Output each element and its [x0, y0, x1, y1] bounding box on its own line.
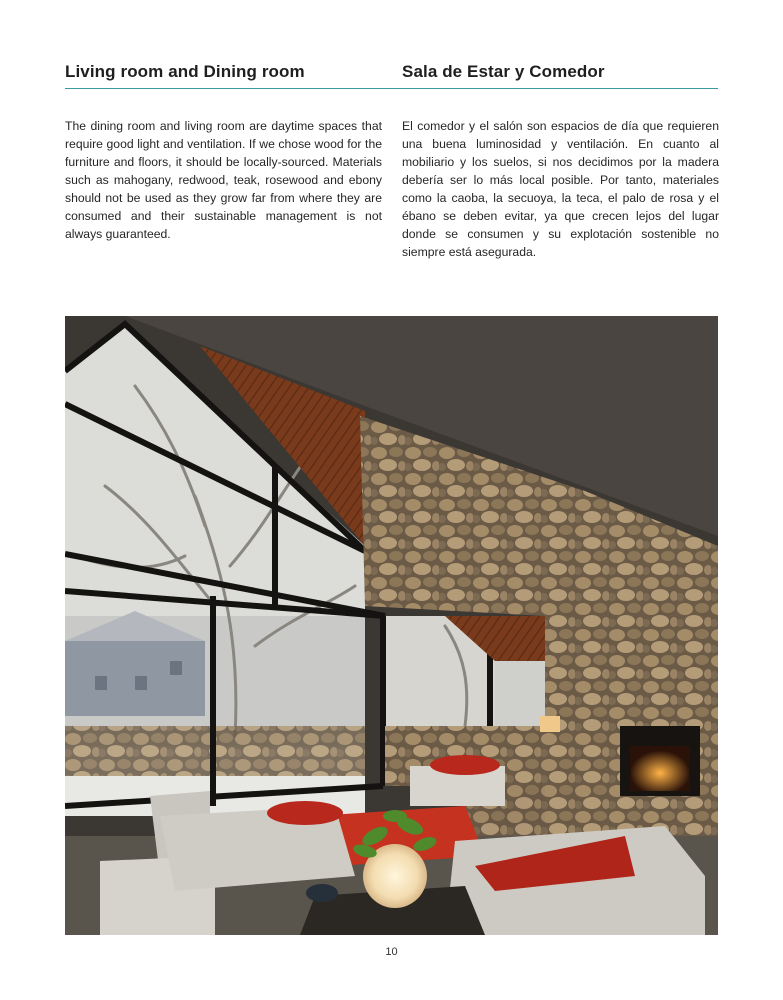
- body-paragraph-english: The dining room and living room are daytime spaces that require good light and ventilation. If we chose wood for the furniture and floors, it should be locally-sourced. Materials such as mahogany, redwood, teak, rosewood and ebony should not be used as they grow far from where they are consumed and their sustainable management is not always guaranteed.: [65, 119, 382, 241]
- section-heading-spanish: Sala de Estar y Comedor: [402, 62, 605, 81]
- living-room-photo: [65, 316, 718, 935]
- heading-divider-rule: [65, 88, 718, 89]
- section-heading-english: Living room and Dining room: [65, 62, 305, 81]
- body-paragraph-spanish: El comedor y el salón son espacios de día que requieren una buena luminosidad y ventilación. En cuanto al mobiliario y los suelos, si nos decidimos por la madera debería ser lo más local posible. Por tanto, materiales como la caoba, la secuoya, la teca, el palo de rosa y el ébano se deben evitar, ya que crecen lejos del lugar donde se consumen y su explotación sostenible no siempre está asegurada.: [402, 119, 719, 259]
- page-number: 10: [385, 946, 398, 958]
